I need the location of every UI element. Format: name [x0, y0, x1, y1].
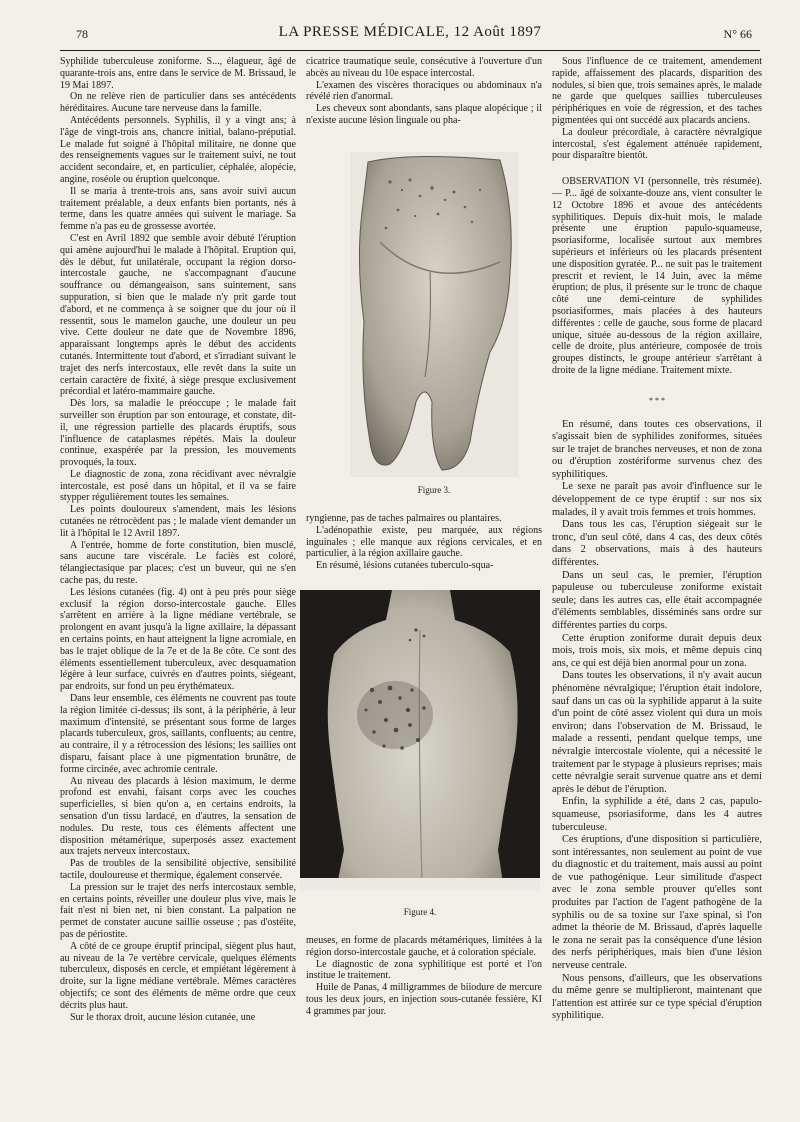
paragraph: Antécédents personnels. Syphilis, il y a vingt ans; à l'âge de vingt-trois ans, chancre initial, balano-préputial. Le malade fut soigné à l'hôpital militaire, ne donne que des renseignements vagues sur le traitement suivi, ne tout accident secondaire, et, en particulier, céphalée, alopécie, angine, roséole ou éruption quelconque. — [60, 114, 296, 185]
paragraph: Huile de Panas, 4 milligrammes de biiodure de mercure tous les deux jours, en injection sous-cutanée fessière, KI 4 grammes par jour. — [306, 982, 542, 1017]
paragraph: Dès lors, sa maladie le préoccupe ; le malade fait surveiller son éruption par son entourage, et constate, dit-il, une régression partielle des placards éruptifs, sous l'influence de cataplasmes répétés. Mais la douleur continue, exaspérée par la pression, les mouvements provoqués, la toux. — [60, 398, 296, 469]
page-number: 78 — [76, 27, 88, 41]
paragraph: Dans leur ensemble, ces éléments ne couvrent pas toute la région limitée ci-dessus; ils sont, à la périphérie, à leur maximum d'intensité, se présentant sous forme de larges placards tuberculeux, gros, saillants, confluents; au centre, au contraire, il y a rétrocession des lésions; les saillies ont disparu, faisant place à une pigmentation brunâtre, de forme circinée, avec achromie centrale. — [60, 693, 296, 775]
paragraph: Dans toutes les observations, il n'y avait aucun phénomène névralgique; l'éruption était indolore, sauf dans un cas où la syphilide apparut à la suite d'un point de côté assez violent qui dura un mois environ; dans l'observation de M. Brissaud, le malade a ressenti, pendant quelque temps, une névralgie intercostale violente, qui a nécessité le traitement par le stypage à plusieurs reprises; mais cette névralgie serait survenue quatre ans et demi après le début de l'éruption. — [552, 670, 762, 795]
figure-3-photo — [350, 152, 518, 477]
header-rule — [60, 50, 760, 51]
paragraph: Sur le thorax droit, aucune lésion cutanée, une — [70, 1011, 256, 1023]
paragraph: Pas de troubles de la sensibilité objective, sensibilité tactile, douloureuse et thermique, également conservée. — [60, 858, 296, 881]
paragraph: Le sexe ne paraît pas avoir d'influence sur le développement de ce type éruptif : sur nos six malades, il y avait trois femmes et trois hommes. — [552, 481, 762, 518]
column-middle-top — [306, 56, 542, 142]
paragraph: La pression sur le trajet des nerfs intercostaux semble, en certains points, réveiller une douleur plus vive, mais le fait n'est ni bien net, ni bien constant. La palpation ne permet de constater aucune saillie osseuse ; pas d'ostéite, pas de périostite. — [60, 881, 296, 940]
column-right — [552, 56, 762, 1106]
paragraph: Les lésions cutanées (fig. 4) ont à peu près pour siège exclusif la région dorso-intercostale gauche. Elles s'arrêtent en arrière à la ligne médiane vertébrale, se prolongent en avant jusqu'à la ligne axillaire, la dépassant en certains points, en haut atteignent la ligne acromiale, en bas le trajet oblique de la 7e et de la 8e côte. Ce sont des éléments essentiellement tuberculeux, avec desquamation légère à leur surface, cuivrés en d'autres points, siégeant, par endroits, sur fond un peu érythémateux. — [60, 586, 296, 693]
paragraph: L'adénopathie existe, peu marquée, aux régions inguinales ; elle manque aux régions cervicales, et en particulier, à la région axillaire gauche. — [306, 524, 542, 560]
paragraph: ryngienne, pas de taches palmaires ou plantaires. — [306, 513, 502, 524]
column-middle-mid — [306, 513, 542, 575]
figure-3-caption: Figure 3. — [417, 485, 451, 495]
section-separator: * * * — [649, 395, 665, 405]
issue-number: N° 66 — [723, 27, 752, 41]
paragraph: Sous l'influence de ce traitement, amendement rapide, affaissement des placards, disparition des nodules, si bien que, trois semaines après, le malade ne garde que quelques saillies tuberculeuses périphériques en voie de régression, et des taches pigmentées qui ont succédé aux placards anciens. — [552, 56, 762, 126]
paragraph: Le diagnostic de zona syphilitique est porté et l'on institue le traitement. — [306, 958, 542, 982]
paragraph: On ne relève rien de particulier dans ses antécédents héréditaires. Aucune tare nerveuse dans la famille. — [60, 91, 296, 115]
paragraph: Nous pensons, d'ailleurs, que les observations du même genre se multiplieront, maintenant que l'attention est attirée sur ce type spécial d'éruption syphilitique. — [552, 972, 762, 1022]
figure-4-photo — [300, 590, 540, 890]
figure-4-caption: Figure 4. — [403, 907, 437, 917]
paragraph: meuses, en forme de placards métamériques, limitées à la région dorso-intercostale gauche, et à coloration spéciale. — [306, 935, 542, 958]
paragraph: En résumé, dans toutes ces observations, il s'agissait bien de syphilides zoniformes, situées sur le trajet de branches nerveuses, et non de zona ou d'éruption zostériforme survenus chez des syphilitiques. — [552, 418, 762, 480]
paragraph: Les cheveux sont abondants, sans plaque alopécique ; il n'existe aucune lésion linguale ou pha- — [306, 103, 542, 126]
paragraph: C'est en Avril 1892 que semble avoir débuté l'éruption qui amène aujourd'hui le malade à l'hôpital. Eruption qui, dès le début, fut unilatérale, occupant la région dorso-intercostale gauche, ne s'accompagnant d'aucune souffrance ou démangeaison, sans suintement, sans suppuration, si bien que le malade n'y prit garde tout d'abord, et ne commença à se soigner que du jour où il ressentit, sous le mamelon gauche, une douleur un peu vive. Cette douleur ne date que de Novembre 1896, apparaissant longtemps après le début des accidents cutanés. Intermittente tout d'abord, et s'irradiant suivant le trajet des nerfs intercostaux, elle revêt dans la suite un certain caractère de fixité, à siège presque exclusivement précordial et latéro-mammaire gauche. — [60, 232, 296, 398]
journal-title: LA PRESSE MÉDICALE, 12 Août 1897 — [278, 24, 542, 40]
page-header — [60, 22, 760, 44]
paragraph: Le diagnostic de zona, zona récidivant avec névralgie intercostale, est posé dans un hôpital, et il va se faire stypper régulièrement toutes les semaines. — [60, 468, 296, 504]
paragraph: Syphilide tuberculeuse zoniforme. S..., élagueur, âgé de quarante-trois ans, entre dans le service de M. Brissaud, le 19 Mai 1897. — [60, 56, 296, 91]
paragraph: cicatrice traumatique seule, consécutive à l'ouverture d'un abcès au niveau du 10e espace intercostal. — [306, 56, 542, 79]
paragraph: Ces éruptions, d'une disposition si particulière, sont intéressantes, non seulement au point de vue du diagnostic et du traitement, mais aussi au point de vue pathogénique. Leur similitude d'aspect avec le zona semble prouver qu'elles sont produites par l'action de l'agent pathogène de la syphilis ou de sa toxine sur l'axe spinal, si l'on admet la théorie de M. Brissaud, d'après laquelle le zona ne serait pas la conséquence d'une lésion des nerfs périphériques, mais bien d'une lésion nerveuse centrale. — [552, 834, 762, 972]
paragraph: Au niveau des placards à lésion maximum, le derme profond est envahi, faisant corps avec les couches superficielles, si bien qu'on a, en certains endroits, la sensation d'un tissu lardacé, en d'autres, la sensation de nodules. Du reste, tous ces éléments affectent une disposition métamérique, superposés assez exactement aux trajets nerveux intercostaux. — [60, 775, 296, 858]
paragraph: Dans un seul cas, le premier, l'éruption papuleuse ou tuberculeuse zoniforme existait seule; dans les autres cas, elle était accompagnée d'éléments semblables, disséminés sans ordre sur différentes parties du corps. — [552, 569, 762, 632]
paragraph: Il se maria à trente-trois ans, sans avoir suivi aucun traitement préalable, a deux enfants bien portants, nés à terme, dans les quatre années qui suivent le mariage. Sa femme n'a pas eu de grossesse avortée. — [60, 185, 296, 233]
paragraph: Enfin, la syphilide a été, dans 2 cas, papulo-squameuse, psoriasiforme, dans les 4 autres tuberculeuse. — [552, 796, 762, 833]
observation-vi: OBSERVATION VI (personnelle, très résumée). — P... âgé de soixante-douze ans, vient consulter le 12 Octobre 1896 et avoue des antécédents syphilitiques. Depuis dix-huit mois, le malade présente une éruption papulo-squameuse, psoriasiforme, localisée surtout aux membres supérieurs et inférieurs où les placards présentent une disposition gyratée. P... ne suit pas le traitement prescrit et revient, le 14 Juin, avec la même éruption; de plus, il présente sur le tronc de chaque côté une demi-ceinture de syphilides psoriasiformes, mais placées à des hauteurs différentes : celle de gauche, sous forme de placard unique, située au-dessous de la région axillaire, celle de droite, plus antérieure, composée de trois groupes distincts, le groupe antérieur s'arrêtant à droite de la ligne médiane. Traitement mixte. — [552, 176, 762, 376]
figure-3-illustration — [350, 152, 518, 477]
paragraph: Dans tous les cas, l'éruption siégeait sur le tronc, d'un seul côté, dans 4 cas, des deux côtés dans 2 observations, mais à des hauteurs différentes. — [552, 519, 762, 569]
paragraph: Les points douloureux s'amendent, mais les lésions cutanées ne rétrocèdent pas ; le malade vient demander un lit à l'hôpital le 12 Avril 1897. — [60, 504, 296, 539]
paragraph: L'examen des viscères thoraciques ou abdominaux n'a révélé rien d'anormal. — [306, 79, 542, 103]
column-left — [60, 56, 296, 1106]
paragraph: La douleur précordiale, à caractère névralgique intercostal, s'est également atténuée rapidement, pour disparaître bientôt. — [552, 126, 762, 162]
paragraph: A l'entrée, homme de forte constitution, bien musclé, sans aucune tare viscérale. Le faciès est coloré, télangiectasique par places; c'est un buveur, qui ne s'en cache pas, du reste. — [60, 539, 296, 587]
paragraph: Cette éruption zoniforme durait depuis deux mois, trois mois, six mois, et même depuis cinq ans, ce qui est déjà bien anormal pour un zona. — [552, 632, 762, 669]
figure-4-illustration — [300, 590, 540, 890]
paragraph: En résumé, lésions cutanées tuberculo-squa- — [316, 560, 494, 572]
paragraph: A côté de ce groupe éruptif principal, siègent plus haut, au niveau de la 7e vertèbre cervicale, quelques éléments tuberculeux, disposés en cercle, et empiétant légèrement à droite, sur la ligne médiane vertébrale. Mêmes caractères objectifs; ce sont des éléments de même ordre que ceux décrits plus haut. — [60, 940, 296, 1011]
column-middle-bottom — [306, 935, 542, 1115]
